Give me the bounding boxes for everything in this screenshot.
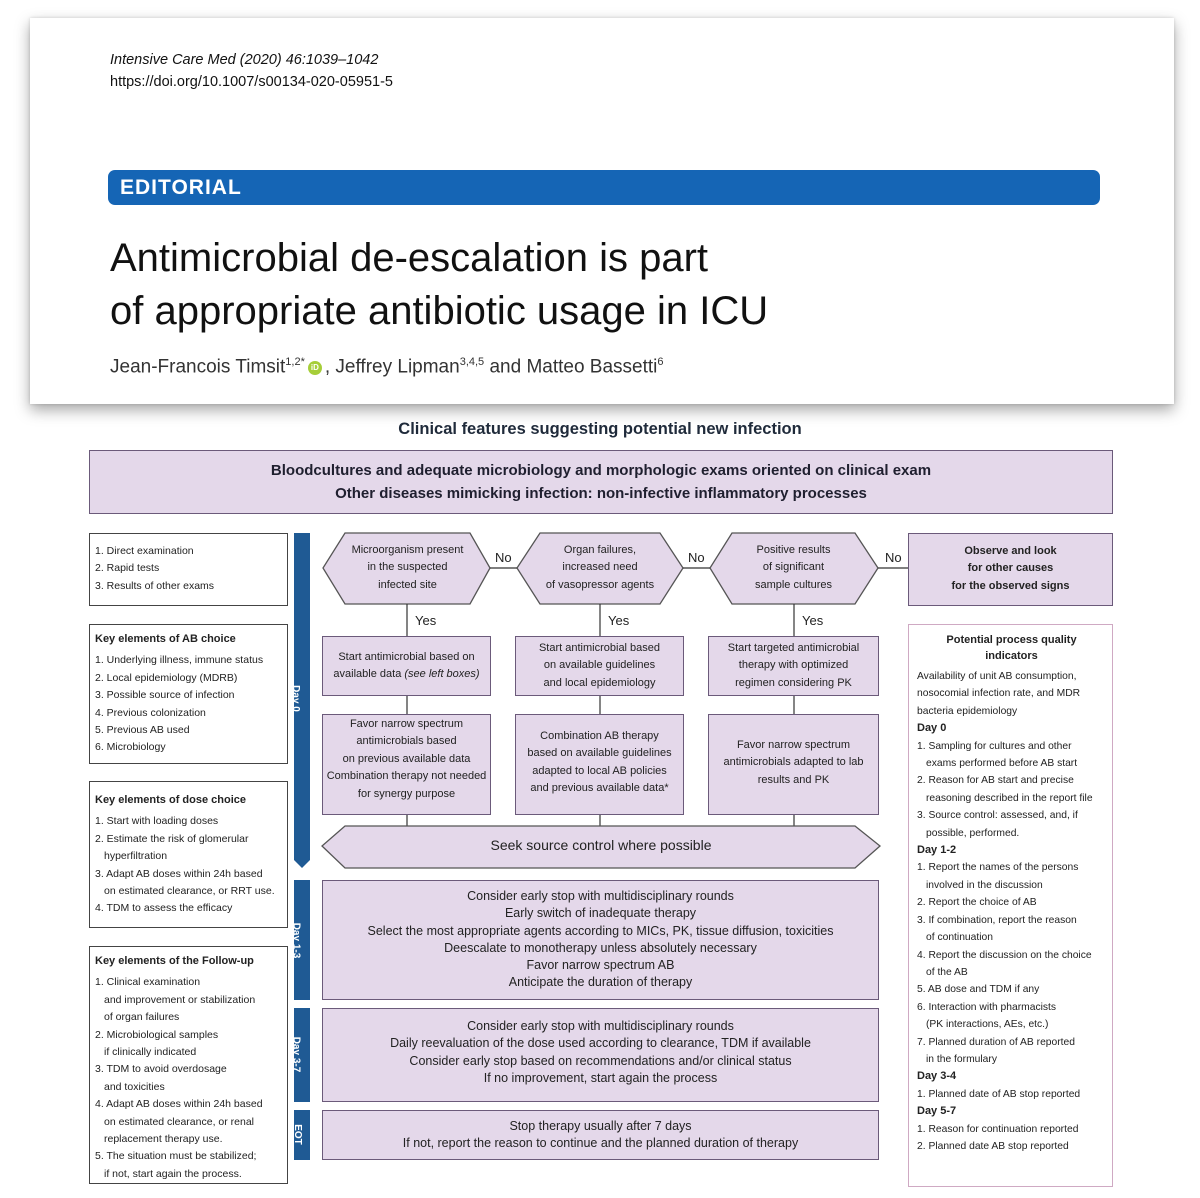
text-line: for other causes: [967, 562, 1054, 575]
author-1[interactable]: Jean-Francois Timsit: [110, 356, 286, 378]
text-line: infected site: [378, 578, 437, 591]
list-item: of continuation: [926, 932, 993, 944]
list-item: 1. Clinical examination: [95, 976, 201, 989]
quality-indicators-box: [908, 624, 1113, 1187]
text-line: Select the most appropriate agents according to MICs, PK, tissue diffusion, toxicities: [367, 923, 834, 938]
observe-box: [908, 533, 1113, 606]
text-line: Combination AB therapy: [540, 730, 659, 742]
quality-day-header: Day 0: [917, 722, 947, 735]
text-line: increased need: [562, 561, 638, 574]
list-item: 1. Planned date of AB stop reported: [917, 1088, 1081, 1100]
text-line: Combination therapy not needed: [326, 770, 487, 783]
text-line: and previous available data*: [530, 782, 669, 795]
list-item: 1. Start with loading doses: [95, 815, 219, 828]
list-item: on estimated clearance, or renal: [104, 1115, 254, 1128]
list-item: of the AB: [926, 966, 968, 978]
text-line: If no improvement, start again the process: [483, 1070, 718, 1085]
list-item: on estimated clearance, or RRT use.: [104, 885, 275, 898]
text-line: Organ failures,: [563, 544, 637, 556]
text-line: Start antimicrobial based: [538, 642, 661, 654]
author-3-affil: 6: [657, 356, 664, 368]
quality-day-header: Day 1-2: [917, 844, 957, 857]
text-line: Consider early stop with multidisciplinary rounds: [467, 889, 734, 903]
day13-label: Day 1-3: [290, 922, 302, 959]
text-line: Start antimicrobial based on: [338, 651, 475, 663]
favor-narrow-box-3: [708, 714, 879, 815]
text-line: Consider early stop with multidisciplinary rounds: [467, 1019, 734, 1033]
list-item: 4. Report the discussion on the choice: [917, 949, 1092, 961]
list-item: 2. Reason for AB start and precise: [917, 775, 1074, 787]
list-item: 1. Sampling for cultures and other: [917, 740, 1072, 752]
exam-item: 1. Direct examination: [95, 545, 194, 557]
list-item: 3. If combination, report the reason: [917, 914, 1077, 926]
start-antimicrobial-box-1: [322, 636, 491, 696]
section-banner: EDITORIAL: [108, 170, 1100, 205]
text-line: antimicrobials adapted to lab: [723, 756, 864, 769]
journal-citation: Intensive Care Med (2020) 46:1039–1042: [110, 52, 379, 68]
quality-header: Potential process quality indicators: [946, 634, 1077, 662]
text-line: and local epidemiology: [543, 676, 656, 689]
list-item: in the formulary: [926, 1053, 997, 1065]
list-item: 3. Source control: assessed, and, if: [917, 810, 1078, 822]
text-line: antimicrobials based: [356, 735, 457, 748]
text-line: Favor narrow spectrum: [736, 739, 851, 751]
text-line: Microorganism present: [351, 544, 464, 556]
decision-microorganism: [340, 542, 475, 594]
list-item: 3. Adapt AB doses within 24h based: [95, 867, 263, 880]
text-line: Deescalate to monotherapy unless absolutely necessary: [444, 940, 757, 955]
list-item: of organ failures: [104, 1011, 180, 1024]
list-item: 1. Report the names of the persons: [917, 862, 1079, 874]
day13-box: [322, 880, 879, 1000]
text-line: Positive results: [756, 544, 831, 556]
text-line: results and PK: [757, 773, 830, 786]
list-item: (PK interactions, AEs, etc.): [926, 1019, 1049, 1031]
list-item: hyperfiltration: [104, 850, 168, 863]
text-line: Consider early stop based on recommendations and/or clinical status: [409, 1053, 792, 1068]
text-line: on previous available data: [342, 752, 471, 765]
list-item: 6. Microbiology: [95, 741, 166, 754]
start-targeted-box-3: [708, 636, 879, 696]
ab-choice-box: [89, 624, 288, 764]
no-label-3: No: [885, 550, 902, 565]
title-line-1: Antimicrobial de-escalation is part: [110, 236, 709, 280]
exam-item: 2. Rapid tests: [95, 562, 160, 575]
favor-narrow-box-1: [322, 714, 491, 815]
dose-choice-box: [89, 781, 288, 928]
text-line: Anticipate the duration of therapy: [508, 975, 693, 990]
author-1-affil: 1,2*: [285, 356, 305, 368]
text-line: for the observed signs: [951, 579, 1070, 592]
no-label-2: No: [688, 550, 705, 565]
text-line: bacteria epidemiology: [917, 705, 1018, 717]
list-item: possible, performed.: [926, 827, 1020, 839]
text-line: If not, report the reason to continue and the planned duration of therapy: [402, 1136, 799, 1151]
start-antimicrobial-box-2: [515, 636, 684, 696]
decision-positive-results: [725, 542, 862, 594]
list-item: 3. TDM to avoid overdosage: [95, 1063, 227, 1076]
list-item: replacement therapy use.: [104, 1133, 223, 1146]
list-item: 2. Report the choice of AB: [917, 897, 1037, 909]
combination-therapy-box-2: [515, 714, 684, 815]
list-item: 6. Interaction with pharmacists: [917, 1001, 1057, 1013]
yes-label-1: Yes: [415, 613, 437, 628]
orcid-icon[interactable]: iD: [308, 361, 322, 375]
followup-box: [89, 946, 288, 1184]
ab-choice-header: Key elements of AB choice: [95, 633, 236, 645]
text-line: therapy with optimized: [738, 659, 849, 672]
text-line: Observe and look: [964, 545, 1057, 557]
list-item: 1. Reason for continuation reported: [917, 1123, 1079, 1135]
exams-box: [89, 533, 288, 606]
list-item: 2. Planned date AB stop reported: [917, 1140, 1069, 1152]
text-line: on available guidelines: [543, 659, 656, 672]
list-item: 5. The situation must be stabilized;: [95, 1150, 257, 1163]
exam-item: 3. Results of other exams: [95, 579, 215, 592]
diagram-title: Clinical features suggesting potential new infection: [398, 420, 802, 438]
list-item: 3. Possible source of infection: [95, 689, 235, 702]
text-line: Favor narrow spectrum AB: [526, 958, 675, 973]
list-item: 1. Underlying illness, immune status: [95, 654, 264, 667]
list-item: 2. Estimate the risk of glomerular: [95, 832, 249, 845]
doi-link[interactable]: https://doi.org/10.1007/s00134-020-05951-5: [110, 74, 393, 90]
list-item: exams performed before AB start: [926, 758, 1078, 770]
quality-day-header: Day 5-7: [917, 1105, 957, 1118]
text-line: in the suspected: [367, 561, 448, 574]
no-label-1: No: [495, 550, 512, 565]
day37-label: Day 3-7: [290, 1036, 302, 1073]
quality-day-header: Day 3-4: [917, 1070, 957, 1083]
text-line: sample cultures: [754, 578, 833, 591]
text-line: of vasopressor agents: [545, 578, 655, 591]
author-3[interactable]: Matteo Bassetti: [526, 356, 658, 378]
list-item: involved in the discussion: [926, 879, 1043, 891]
day37-box: [322, 1008, 879, 1102]
eot-box: [322, 1110, 879, 1160]
text-line: based on available guidelines: [527, 747, 672, 760]
list-item: 4. Previous colonization: [95, 706, 206, 719]
text-line: available data (see left boxes): [333, 668, 480, 681]
list-item: 2. Microbiological samples: [95, 1028, 219, 1041]
list-item: 5. AB dose and TDM if any: [917, 984, 1040, 996]
eot-label: EOT: [291, 1124, 303, 1145]
yes-label-2: Yes: [608, 613, 630, 628]
text-line: of significant: [762, 561, 825, 574]
day0-label: Day 0: [289, 685, 301, 712]
text-line: Early switch of inadequate therapy: [504, 906, 697, 921]
list-item: if not, start again the process.: [104, 1167, 242, 1180]
top-line-2: Other diseases mimicking infection: non-infective inflammatory processes: [335, 485, 867, 502]
text-line: Start targeted antimicrobial: [727, 642, 860, 654]
list-item: 4. TDM to assess the efficacy: [95, 902, 233, 915]
top-line-1: Bloodcultures and adequate microbiology and morphologic exams oriented on clinical exam: [270, 462, 932, 479]
text-line: adapted to local AB policies: [532, 764, 667, 777]
text-line: Daily reevaluation of the dose used according to clearance, TDM if available: [390, 1036, 811, 1051]
text-line: regimen considering PK: [735, 676, 852, 689]
text-line: for synergy purpose: [357, 787, 456, 800]
followup-header: Key elements of the Follow-up: [95, 955, 254, 967]
author-2[interactable]: Jeffrey Lipman: [335, 356, 460, 378]
title-line-2: of appropriate antibiotic usage in ICU: [110, 289, 769, 333]
list-item: reasoning described in the report file: [926, 792, 1093, 804]
list-item: and toxicities: [104, 1080, 165, 1093]
text-line: Availability of unit AB consumption,: [917, 671, 1077, 682]
decision-organ-failure: [530, 542, 670, 594]
author-2-affil: 3,4,5: [459, 356, 485, 368]
list-item: 2. Local epidemiology (MDRB): [95, 671, 238, 684]
dose-choice-header: Key elements of dose choice: [95, 794, 246, 806]
list-item: 4. Adapt AB doses within 24h based: [95, 1098, 263, 1111]
text-line: Stop therapy usually after 7 days: [509, 1119, 692, 1133]
list-item: and improvement or stabilization: [104, 993, 256, 1006]
list-item: if clinically indicated: [104, 1046, 197, 1059]
text-line: nosocomial infection rate, and MDR: [917, 688, 1081, 700]
text-line: Favor narrow spectrum: [349, 718, 464, 730]
yes-label-3: Yes: [802, 613, 824, 628]
list-item: 7. Planned duration of AB reported: [917, 1036, 1075, 1048]
list-item: 5. Previous AB used: [95, 724, 190, 737]
author-list: Jean-Francois Timsit$^{1,2*}$ iD , Jeffrey Lipman$^{3,4,5}$ and Matteo Bassetti$^6$: [110, 356, 664, 378]
source-control-label: Seek source control where possible: [490, 837, 712, 853]
